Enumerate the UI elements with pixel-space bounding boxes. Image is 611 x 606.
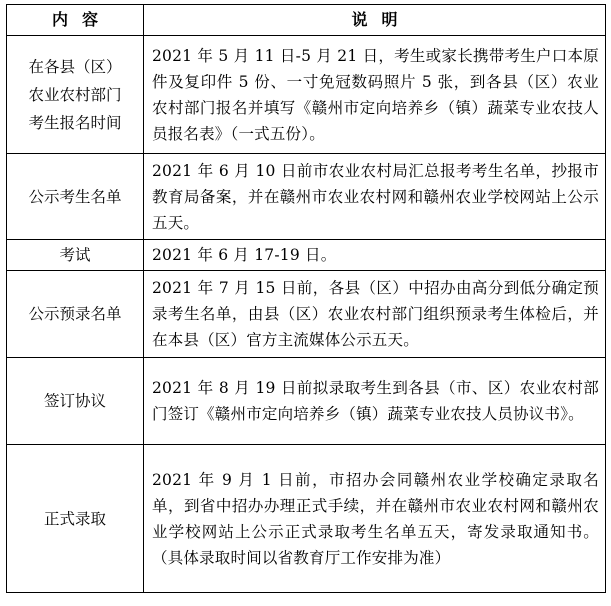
row-description: 2021 年 5 月 11 日-5 月 21 日，考生或家长携带考生户口本原件及复印件 5 份、一寸免冠数码照片 5 张，到各县（区）农业农村部门报名并填写《赣州市定向培养乡（镇）蔬菜专业农技人员报名表》（一式五份）。 <box>144 36 606 154</box>
row-description: 2021 年 7 月 15 日前，各县（区）中招办由高分到低分确定预录考生名单，由县（区）农业农村部门组织预录考生体检后，并在本县（区）官方主流媒体公示五天。 <box>144 271 606 358</box>
row-label: 公示考生名单 <box>7 154 144 240</box>
table-row <box>7 154 606 240</box>
row-description: 2021 年 8 月 19 日前拟录取考生到各县（市、区）农业农村部门签订《赣州市定向培养乡（镇）蔬菜专业农技人员协议书》。 <box>144 358 606 445</box>
table-row <box>7 445 606 593</box>
row-label: 在各县（区）农业农村部门考生报名时间 <box>7 36 144 154</box>
row-label: 公示预录名单 <box>7 271 144 358</box>
row-description: 2021 年 9 月 1 日前，市招办会同赣州农业学校确定录取名单，到省中招办办理正式手续，并在赣州市农业农村网和赣州农业学校网站上公示正式录取考生名单五天，寄发录取通知书。（具体录取时间以省教育厅工作安排为准） <box>144 445 606 593</box>
table-row <box>7 271 606 358</box>
header-description: 说明 <box>144 5 606 36</box>
table-row <box>7 36 606 154</box>
row-label: 正式录取 <box>7 445 144 593</box>
row-description: 2021 年 6 月 10 日前市农业农村局汇总报考考生名单，抄报市教育局备案，并在赣州市农业农村网和赣州农业学校网站上公示五天。 <box>144 154 606 240</box>
admission-schedule-table <box>6 4 606 593</box>
row-description: 2021 年 6 月 17-19 日。 <box>144 240 606 271</box>
table-row <box>7 240 606 271</box>
header-content: 内容 <box>7 5 144 36</box>
row-label: 签订协议 <box>7 358 144 445</box>
row-label: 考试 <box>7 240 144 271</box>
table-row <box>7 358 606 445</box>
table-header-row <box>7 5 606 36</box>
